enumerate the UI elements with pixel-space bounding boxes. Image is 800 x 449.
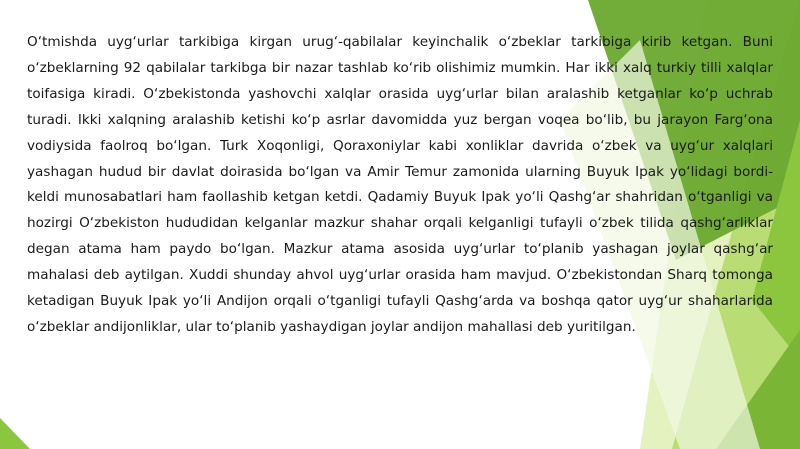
corner-green-facet [0, 418, 30, 449]
body-paragraph: O‘tmishda uyg‘urlar tarkibiga kirgan urug‘-qabilalar keyinchalik o‘zbeklar tarkibiga kirib ketgan. Buni o‘zbeklarning 92 qabilalar tarkibga bir nazar tashlab ko‘rib olishimiz mumkin. Har ikki xalq turkiy tilli xalqlar toifasiga kiradi. O‘zbekistonda yashovchi xalqlar orasida uyg‘urlar bilan aralashib ketganlar ko‘p uchrab turadi. Ikki xalqning aralashib ketishi ko‘p asrlar davomidda yuz bergan voqea bo‘lib, bu jarayon Farg‘ona vodiysida faolroq bo‘lgan. Turk Xoqonligi, Qoraxoniylar kabi xonliklar davrida o‘zbek va uyg‘ur xalqlari yashagan hudud bir davlat doirasida bo‘lgan va Amir Temur zamonida ularning Buyuk Ipak yo‘lidagi bordi-keldi munosabatlari ham faollashib ketgan ketdi. Qadamiy Buyuk Ipak yo‘li Qashg‘ar shahridan o‘tganligi va hozirgi O‘zbekiston hududidan kelganlar mazkur shahar orqali kelganligi tufayli o‘zbek tilida qashg‘arliklar degan atama ham paydo bo‘lgan. Mazkur atama asosida uyg‘urlar to‘planib yashagan joylar qashg‘ar mahalasi deb aytilgan. Xuddi shunday ahvol uyg‘urlar orasida ham mavjud. O‘zbekistondan Sharq tomonga ketadigan Buyuk Ipak yo‘li Andijon orqali o‘tganligi tufayli Qashg‘arda va boshqa qator uyg‘ur shaharlarida o‘zbeklar andijonliklar, ular to‘planib yashaydigan joylar andijon mahallasi deb yuritilgan. [27, 34, 773, 335]
